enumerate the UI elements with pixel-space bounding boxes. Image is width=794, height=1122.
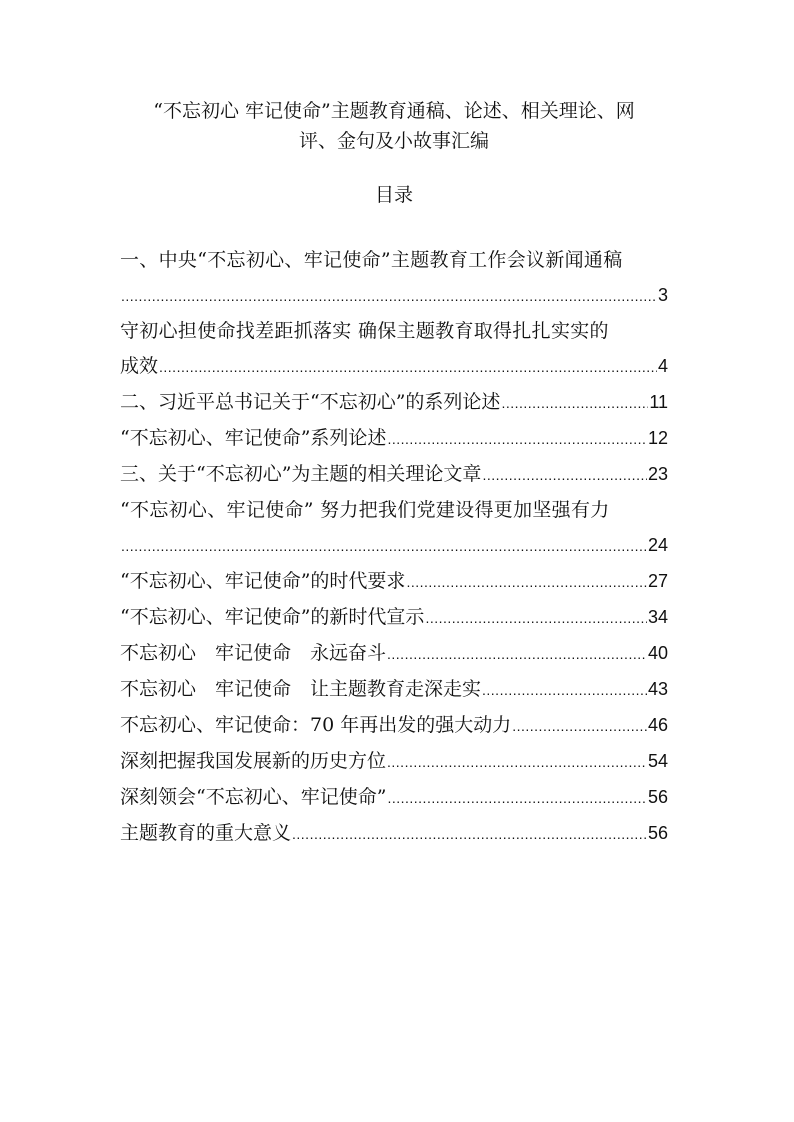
toc-entry-line [120,672,668,708]
toc-leader-dots [387,422,647,457]
toc-entry-label: 深刻把握我国发展新的历史方位 [120,750,387,772]
toc-entry-title: “不忘初心、牢记使命” 努力把我们党建设得更加坚强有力 [120,499,610,521]
toc-leader-dots [121,529,647,564]
toc-entry-line [120,564,668,600]
toc-entry[interactable] [120,636,668,672]
toc-page-number: 56 [647,823,668,843]
toc-entry[interactable] [120,314,668,385]
toc-entry[interactable] [120,243,668,314]
toc-entry[interactable] [120,457,668,493]
toc-entry-label: 不忘初心 牢记使命 让主题教育走深走实 [120,678,482,700]
toc-entry-line [120,780,668,816]
toc-leader-dots [482,673,647,708]
toc-entry-line [120,636,668,672]
toc-entry-label: 主题教育的重大意义 [120,822,292,844]
document-page [120,96,668,852]
toc-entry-label: 三、关于“不忘初心”为主题的相关理论文章 [120,463,482,485]
toc-leader-dots [387,637,647,672]
toc-entry[interactable] [120,744,668,780]
toc-leader-dots [406,565,647,600]
toc-entry[interactable] [120,600,668,636]
toc-page-number: 23 [647,464,668,484]
document-title [120,96,668,156]
toc-entry[interactable] [120,421,668,457]
toc-leader-dots [159,350,657,385]
toc-leader-dots [482,458,647,493]
toc-entry-line [120,816,668,852]
toc-entry-label: “不忘初心、牢记使命”的时代要求 [120,570,406,592]
document-title-line-2: 评、金句及小故事汇编 [298,130,489,152]
toc-page-number: 27 [647,571,668,591]
toc-entry[interactable] [120,493,668,564]
toc-page-number: 12 [647,428,668,448]
toc-entry[interactable] [120,672,668,708]
toc-page-number: 43 [647,679,668,699]
toc-leader-dots [425,601,647,636]
toc-page-number: 34 [647,607,668,627]
toc-entry-line [120,600,668,636]
toc-entry-label: 成效 [120,355,159,377]
toc-entry-label: 不忘初心 牢记使命 永远奋斗 [120,642,387,664]
toc-entry-line [120,457,668,493]
toc-leader-dots [512,709,647,744]
toc-entry[interactable] [120,564,668,600]
toc-entry-label: “不忘初心、牢记使命”的新时代宣示 [120,606,425,628]
toc-leader-dots [387,781,647,816]
toc-entry-line [120,708,668,744]
toc-entry[interactable] [120,780,668,816]
toc-entry-line [120,278,668,314]
toc-entry-line [120,385,668,421]
toc-entry[interactable] [120,816,668,852]
toc-heading: 目录 [374,184,413,206]
toc-entry[interactable] [120,708,668,744]
toc-page-number: 3 [657,285,668,305]
toc-page-number: 11 [649,392,668,412]
toc-leader-dots [387,745,647,780]
toc-entry-line [120,528,668,564]
table-of-contents [120,243,668,852]
toc-entry-title: 守初心担使命找差距抓落实 确保主题教育取得扎扎实实的 [120,320,609,342]
toc-leader-dots [501,386,648,421]
toc-page-number: 24 [647,535,668,555]
toc-leader-dots [121,279,657,314]
toc-entry-label: 深刻领会“不忘初心、牢记使命” [120,786,387,808]
toc-entry-line [120,349,668,385]
toc-page-number: 40 [647,643,668,663]
toc-page-number: 54 [647,751,668,771]
toc-page-number: 46 [647,715,668,735]
toc-leader-dots [292,817,647,852]
toc-entry-label: “不忘初心、牢记使命”系列论述 [120,427,387,449]
document-title-line-1: “不忘初心 牢记使命”主题教育通稿、论述、相关理论、网 [153,100,635,122]
toc-entry[interactable] [120,385,668,421]
toc-entry-title: 一、中央“不忘初心、牢记使命”主题教育工作会议新闻通稿 [120,249,623,271]
toc-page-number: 56 [647,787,668,807]
toc-page-number: 4 [657,356,668,376]
toc-entry-line [120,421,668,457]
toc-entry-label: 不忘初心、牢记使命：70 年再出发的强大动力 [120,714,512,736]
toc-entry-line [120,744,668,780]
toc-entry-label: 二、习近平总书记关于“不忘初心”的系列论述 [120,391,501,413]
